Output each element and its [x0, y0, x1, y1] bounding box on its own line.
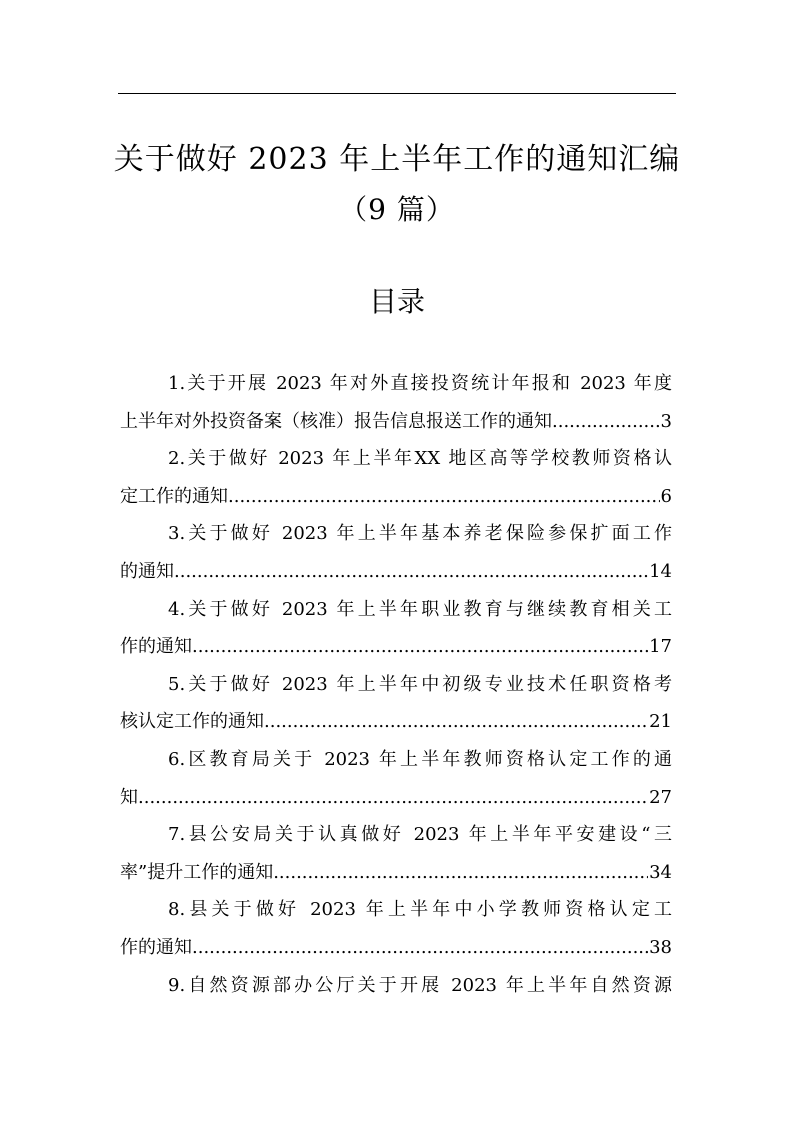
toc-entry-3[interactable] — [120, 515, 672, 590]
toc-page-number: 34 — [649, 861, 672, 883]
toc-page-number: 14 — [649, 560, 672, 582]
toc-page-number: 21 — [649, 711, 672, 733]
leader-dots — [174, 553, 648, 591]
toc-entry-8[interactable] — [120, 891, 672, 966]
toc-entry-title: 3.关于做好 2023 年上半年基本养老保险参保扩面工作 — [168, 523, 672, 545]
leader-dots — [228, 478, 660, 516]
toc-entry-title-cont: 上半年对外投资备案（核准）报告信息报送工作的通知 — [120, 410, 552, 432]
toc-entry-1[interactable] — [120, 365, 672, 440]
toc-entry-title: 5.关于做好 2023 年上半年中初级专业技术任职资格考 — [168, 673, 672, 695]
toc-entry-4[interactable] — [120, 591, 672, 666]
toc-entry-title-cont: 核认定工作的通知 — [120, 711, 264, 733]
toc-entry-2[interactable] — [120, 440, 672, 515]
toc-page-number: 17 — [649, 636, 672, 658]
table-of-contents — [120, 365, 672, 1004]
toc-page-number: 38 — [649, 936, 672, 958]
toc-entry-title: 9.自然资源部办公厅关于开展 2023 年上半年自然资源 — [168, 974, 672, 996]
toc-entry-title-cont: 率”提升工作的通知 — [120, 861, 274, 883]
toc-entry-title: 6.区教育局关于 2023 年上半年教师资格认定工作的通 — [168, 748, 672, 770]
toc-heading: 目录 — [368, 285, 425, 318]
toc-entry-title: 1.关于开展 2023 年对外直接投资统计年报和 2023 年度 — [168, 373, 672, 394]
toc-entry-title-cont: 知 — [120, 786, 138, 808]
toc-entry-9[interactable] — [120, 967, 672, 1005]
toc-page-number: 6 — [660, 485, 672, 507]
leader-dots — [552, 403, 660, 441]
toc-entry-title: 7.县公安局关于认真做好 2023 年上半年平安建设“三 — [168, 824, 672, 846]
document-subtitle: （9 篇） — [339, 193, 455, 226]
toc-entry-6[interactable] — [120, 741, 672, 816]
leader-dots — [264, 703, 648, 741]
leader-dots — [192, 628, 648, 666]
toc-page-number: 3 — [660, 410, 672, 432]
leader-dots — [192, 929, 648, 967]
toc-entry-7[interactable] — [120, 816, 672, 891]
header-rule — [118, 93, 676, 94]
toc-entry-5[interactable] — [120, 666, 672, 741]
leader-dots — [138, 779, 648, 817]
toc-entry-title-cont: 作的通知 — [120, 936, 192, 958]
toc-entry-title: 2.关于做好 2023 年上半年XX 地区高等学校教师资格认 — [168, 448, 672, 470]
document-title: 关于做好 2023 年上半年工作的通知汇编 — [113, 142, 681, 177]
toc-page-number: 27 — [649, 786, 672, 808]
toc-entry-title-cont: 定工作的通知 — [120, 485, 228, 507]
leader-dots — [273, 854, 648, 892]
toc-entry-title-cont: 作的通知 — [120, 636, 192, 658]
toc-entry-title: 8.县关于做好 2023 年上半年中小学教师资格认定工 — [168, 899, 672, 921]
toc-entry-title: 4.关于做好 2023 年上半年职业教育与继续教育相关工 — [168, 598, 672, 620]
toc-entry-title-cont: 的通知 — [120, 560, 174, 582]
